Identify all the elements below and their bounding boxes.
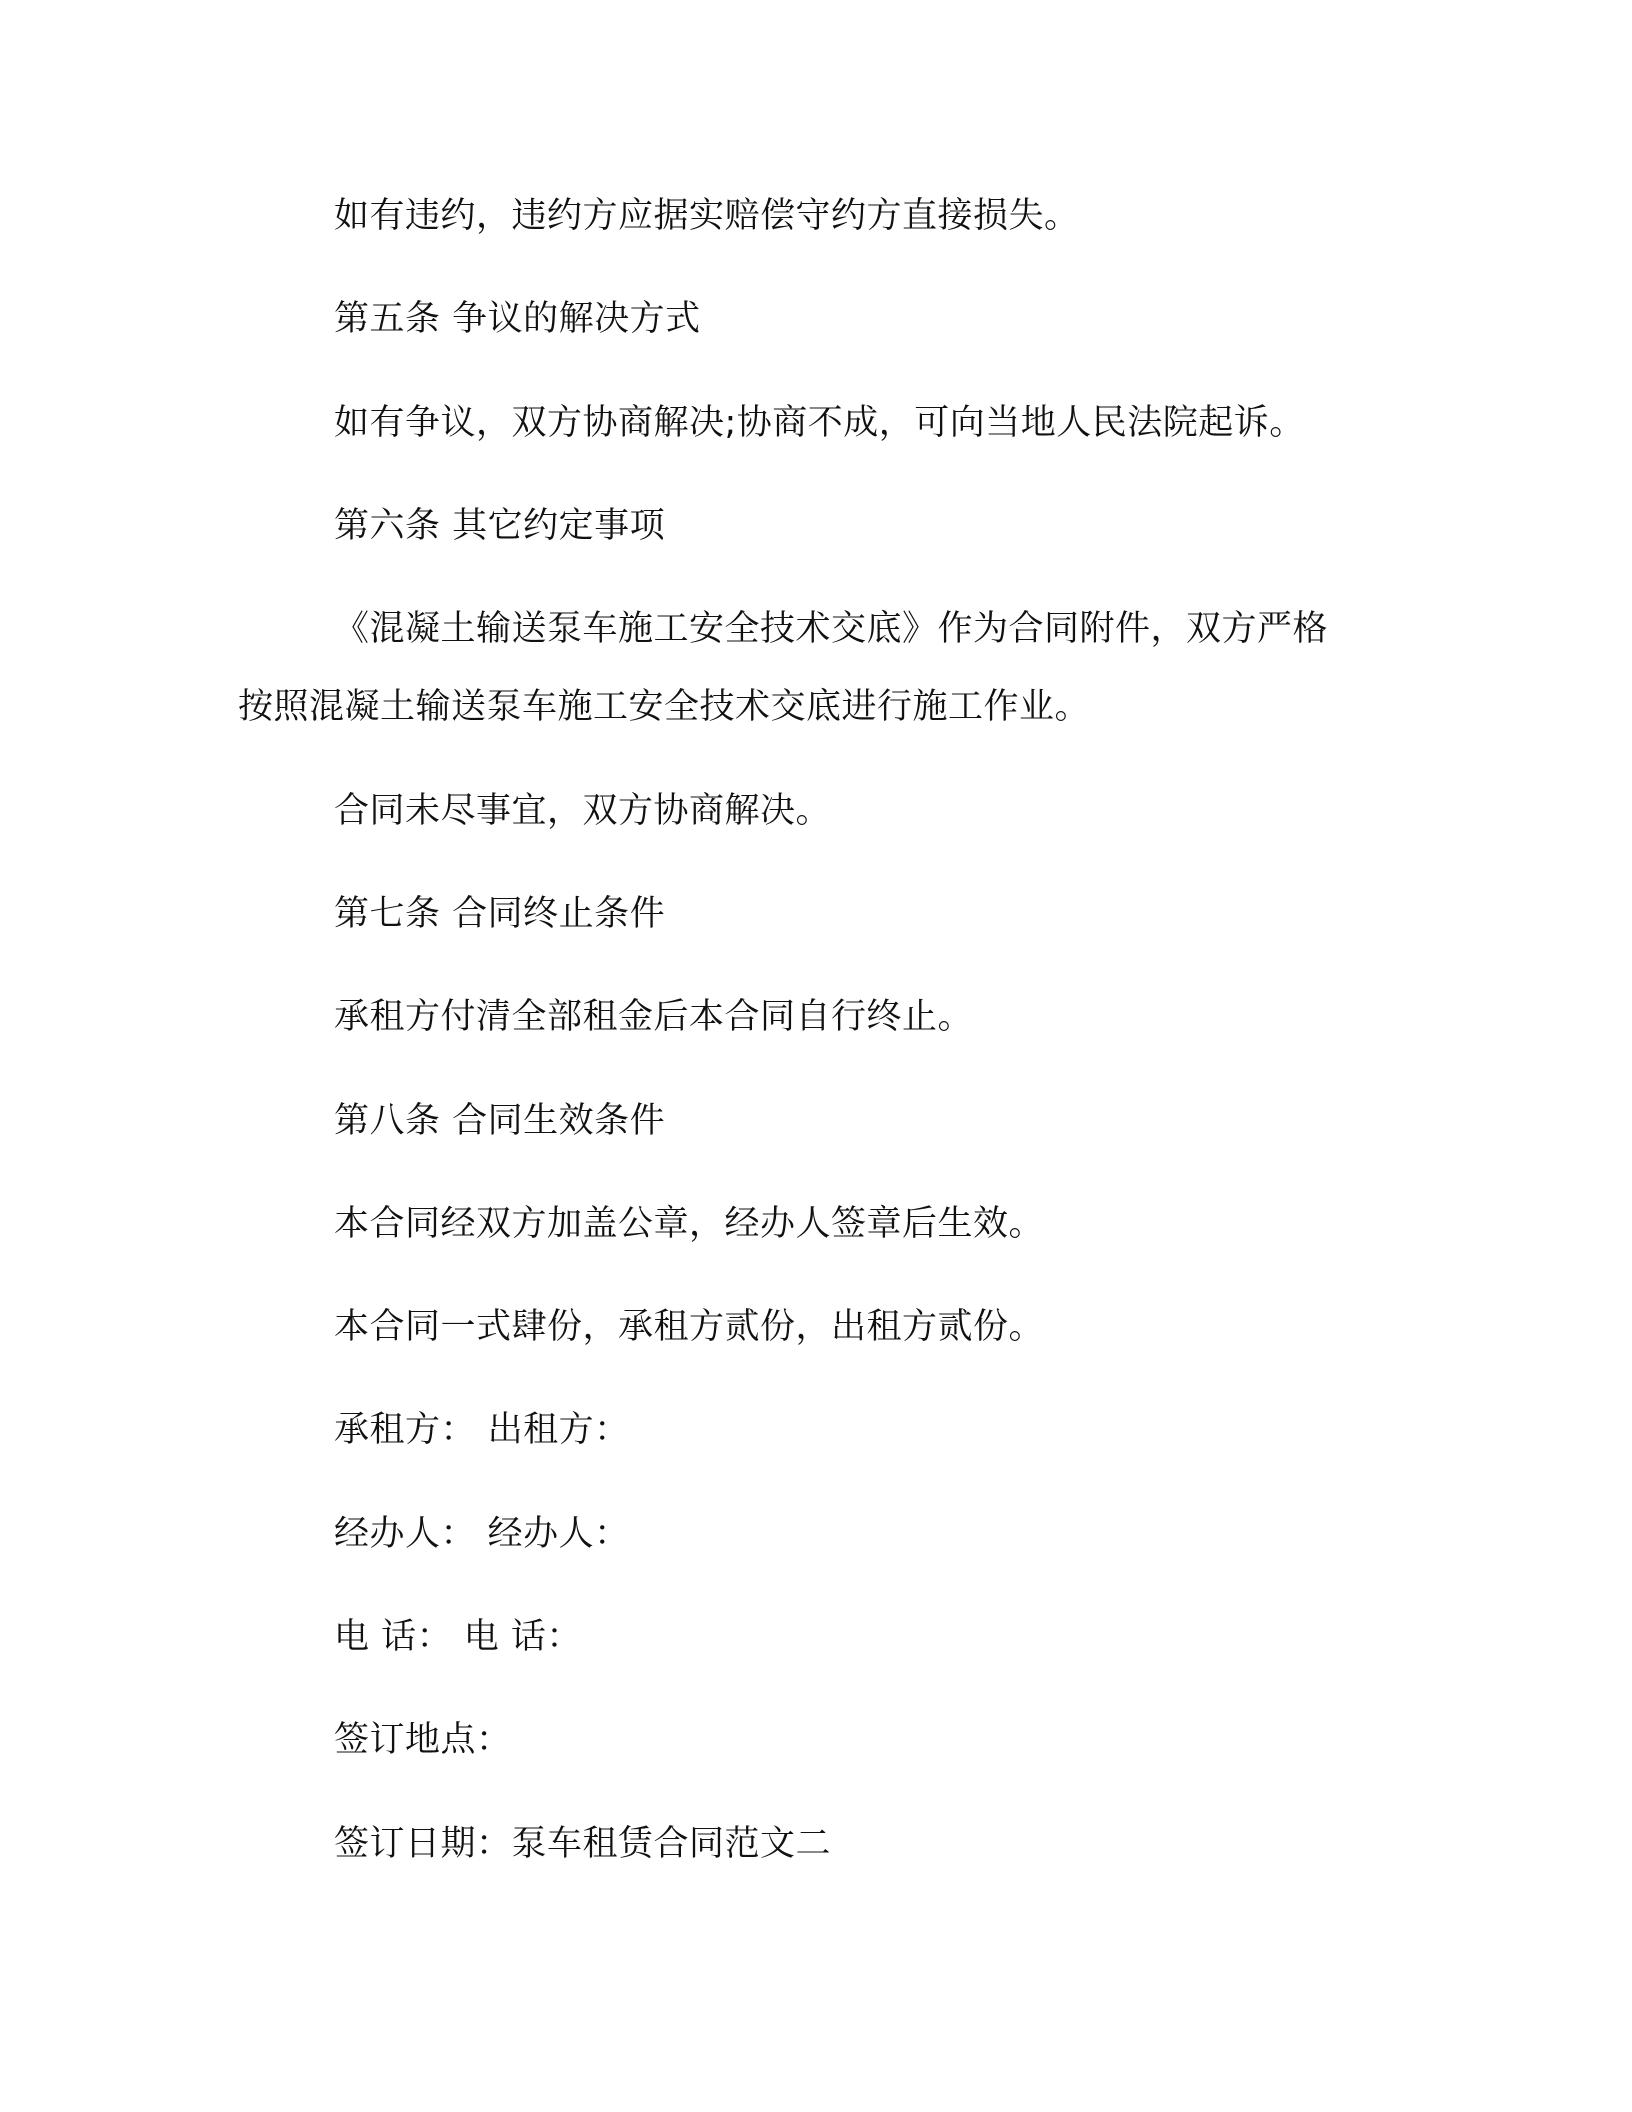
attachment-clause-continued: 按照混凝土输送泵车施工安全技术交底进行施工作业。 xyxy=(238,687,1091,727)
effectiveness-text: 本合同经双方加盖公章，经办人签章后生效。 xyxy=(334,1204,1045,1244)
attachment-clause-text: 《混凝土输送泵车施工安全技术交底》作为合同附件，双方严格 xyxy=(334,609,1329,649)
article-6-heading: 第六条 其它约定事项 xyxy=(334,506,666,546)
agents-signature-line: 经办人： 经办人： xyxy=(334,1514,630,1554)
copies-text: 本合同一式肆份，承租方贰份，出租方贰份。 xyxy=(334,1307,1045,1347)
unresolved-matters-text: 合同未尽事宜，双方协商解决。 xyxy=(334,791,832,831)
article-5-heading: 第五条 争议的解决方式 xyxy=(334,299,701,339)
breach-clause-text: 如有违约，违约方应据实赔偿守约方直接损失。 xyxy=(334,196,1080,236)
article-8-heading: 第八条 合同生效条件 xyxy=(334,1101,666,1141)
signing-place-line: 签订地点： xyxy=(334,1720,512,1760)
phone-line: 电 话： 电 话： xyxy=(334,1617,582,1657)
parties-signature-line: 承租方： 出租方： xyxy=(334,1410,630,1450)
signing-date-line: 签订日期：泵车租赁合同范文二 xyxy=(334,1824,832,1864)
termination-text: 承租方付清全部租金后本合同自行终止。 xyxy=(334,997,974,1037)
dispute-resolution-text: 如有争议，双方协商解决;协商不成，可向当地人民法院起诉。 xyxy=(334,403,1305,443)
article-7-heading: 第七条 合同终止条件 xyxy=(334,894,666,934)
